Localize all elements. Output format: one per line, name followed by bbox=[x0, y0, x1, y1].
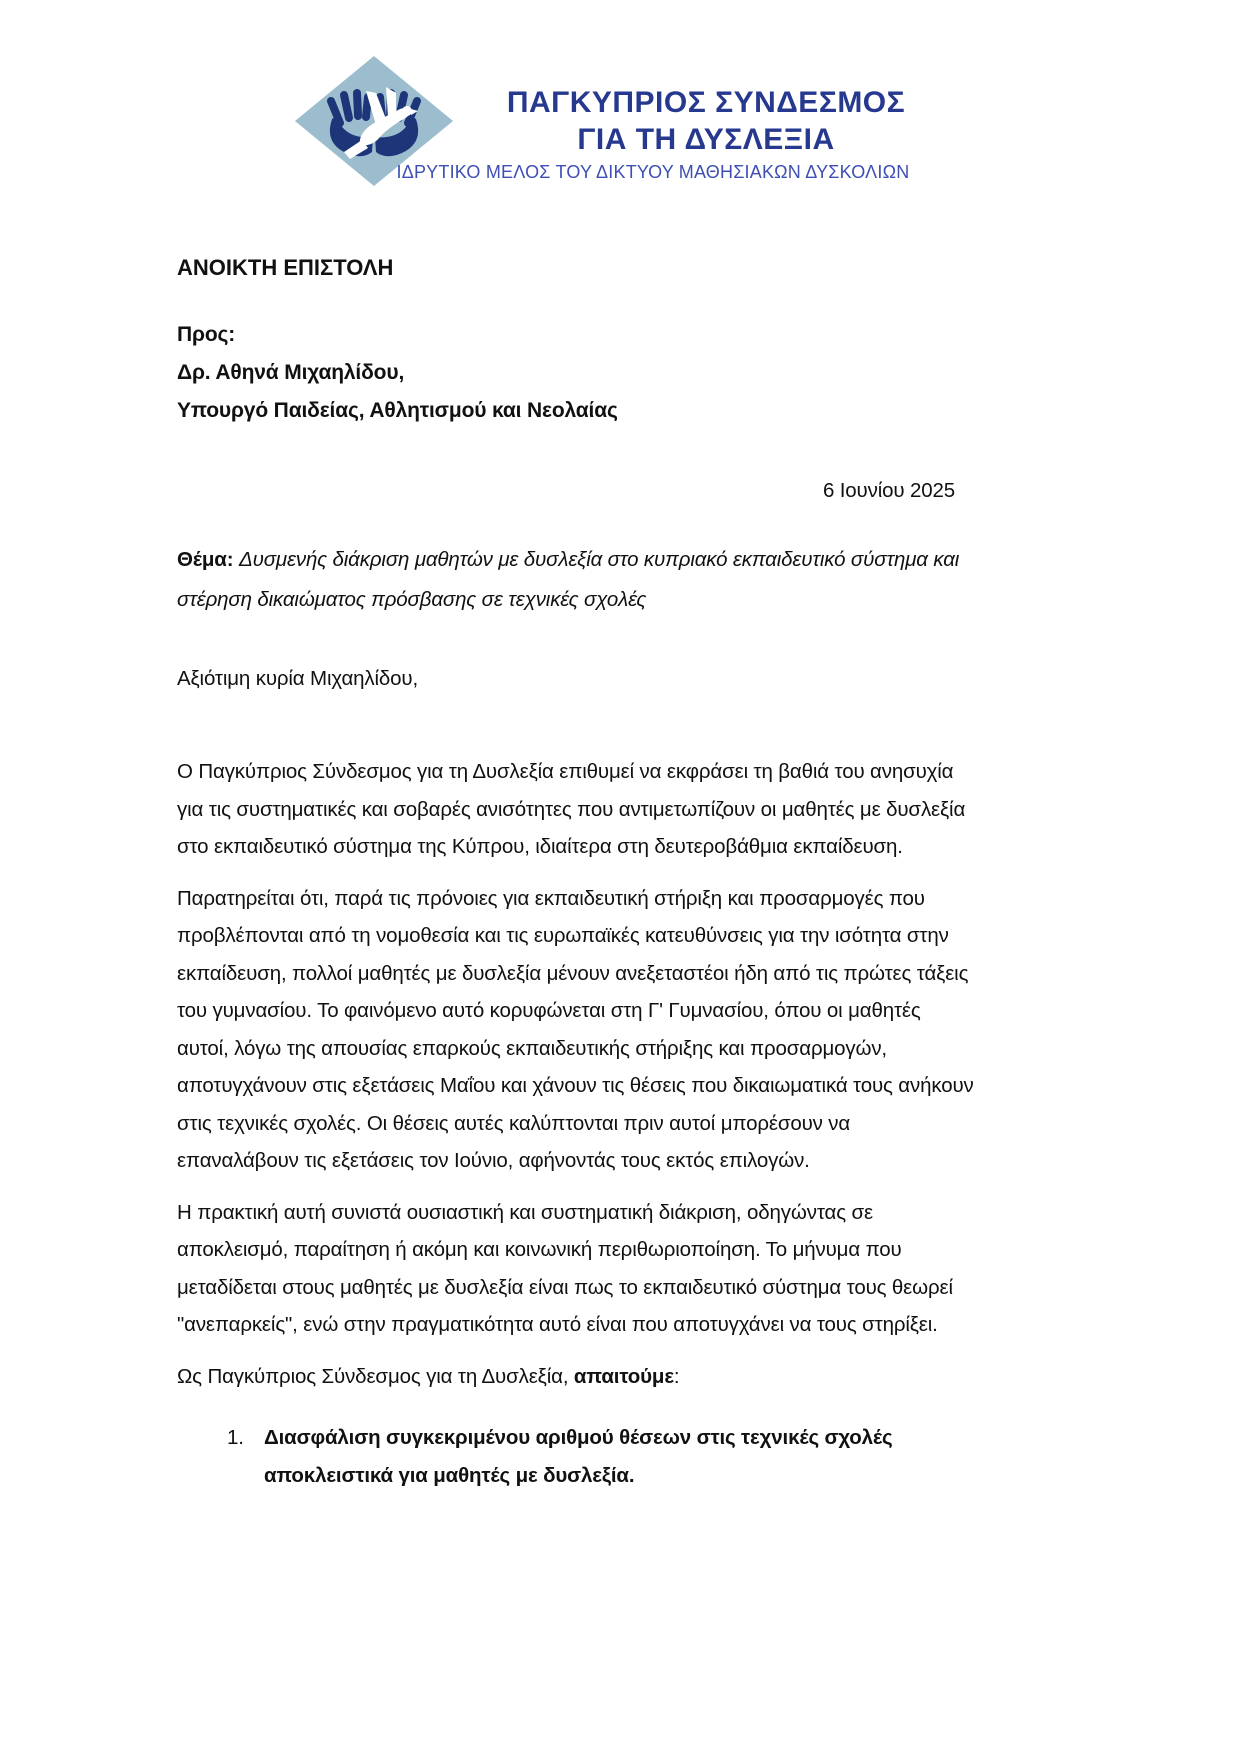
organization-name-line1: ΠΑΓΚΥΠΡΙΟΣ ΣΥΝΔΕΣΜΟΣ bbox=[506, 86, 906, 119]
to-label: Προς: bbox=[177, 323, 236, 346]
recipient-title: Υπουργό Παιδείας, Αθλητισμού και Νεολαίας bbox=[177, 399, 618, 422]
paragraph-2: Παρατηρείται ότι, παρά τις πρόνοιες για εκπαιδευτική στήριξη και προσαρμογές που προβλέπονται από τη νομοθεσία και τις ευρωπαϊκές κατευθύνσεις για την ισότητα στην εκπαίδευση, πολλοί μαθητές με δυσλεξία μένουν ανεξεταστέοι ήδη από τις πρώτες τάξεις του γυμνασίου. Το φαινόμενο αυτό κορυφώνεται στη Γ' Γυμνασίου, όπου οι μαθητές αυτοί, λόγω της απουσίας επαρκούς εκπαιδευτικής στήριξης και προσαρμογών, αποτυγχάνουν στις εξετάσεις Μαΐου και χάνουν τις θέσεις που δικαιωματικά τους ανήκουν στις τεχνικές σχολές. Οι θέσεις αυτές καλύπτονται πριν αυτοί μπορέσουν να επαναλάβουν τις εξετάσεις τον Ιούνιο, αφήνοντάς τους εκτός επιλογών. bbox=[177, 886, 974, 1172]
demand-text: Διασφάλιση συγκεκριμένου αριθμού θέσεων στις τεχνικές σχολές αποκλειστικά για μαθητές με δυσλεξία. bbox=[264, 1426, 893, 1487]
letter-heading: ΑΝΟΙΚΤΗ ΕΠΙΣΤΟΛΗ bbox=[177, 255, 394, 280]
organization-name-line2: ΓΙΑ ΤΗ ΔΥΣΛΕΞΙΑ bbox=[577, 123, 835, 156]
subject-label: Θέμα: bbox=[177, 547, 234, 571]
organization-tagline: ΙΔΡΥΤΙΚΟ ΜΕΛΟΣ ΤΟΥ ΔΙΚΤΥΟΥ ΜΑΘΗΣΙΑΚΩΝ ΔΥΣΚΟΛΙΩΝ bbox=[396, 162, 910, 182]
demand-list-item-1 bbox=[227, 1419, 977, 1495]
paragraph-3: Η πρακτική αυτή συνιστά ουσιαστική και συστηματική διάκριση, οδηγώντας σε αποκλεισμό, παραίτηση ή ακόμη και κοινωνική περιθωριοποίηση. Το μήνυμα που μεταδίδεται στους μαθητές με δυσλεξία είναι πως το εκπαιδευτικό σύστημα τους θεωρεί "ανεπαρκείς", ενώ στην πραγματικότητα αυτό είναι που αποτυγχάνει να τους στηρίξει. bbox=[177, 1200, 953, 1336]
letter-body bbox=[177, 254, 977, 1495]
recipient-name: Δρ. Αθηνά Μιχαηλίδου, bbox=[177, 361, 405, 384]
organization-name bbox=[468, 84, 944, 158]
demand-intro-emphasis: απαιτούμε bbox=[573, 1364, 674, 1388]
letterhead bbox=[0, 0, 1241, 200]
letter-date: 6 Ιουνίου 2025 bbox=[822, 479, 955, 502]
subject-line bbox=[177, 540, 977, 620]
paragraph-1: Ο Παγκύπριος Σύνδεσμος για τη Δυσλεξία επιθυμεί να εκφράσει τη βαθιά του ανησυχία για τις συστηματικές και σοβαρές ανισότητες που αντιμετωπίζουν οι μαθητές με δυσλεξία στο εκπαιδευτικό σύστημα της Κύπρου, ιδιαίτερα στη δευτεροβάθμια εκπαίδευση. bbox=[177, 760, 966, 858]
recipient-block bbox=[177, 316, 977, 430]
subject-text: Δυσμενής διάκριση μαθητών με δυσλεξία στο κυπριακό εκπαιδευτικό σύστημα και στέρηση δικαιώματος πρόσβασης σε τεχνικές σχολές bbox=[177, 547, 960, 611]
demand-intro-suffix: : bbox=[673, 1364, 680, 1388]
salutation: Αξιότιμη κυρία Μιχαηλίδου, bbox=[177, 666, 419, 690]
demand-number: 1. bbox=[227, 1426, 244, 1449]
demand-intro bbox=[177, 1358, 977, 1396]
demand-intro-prefix: Ως Παγκύπριος Σύνδεσμος για τη Δυσλεξία, bbox=[177, 1364, 574, 1388]
